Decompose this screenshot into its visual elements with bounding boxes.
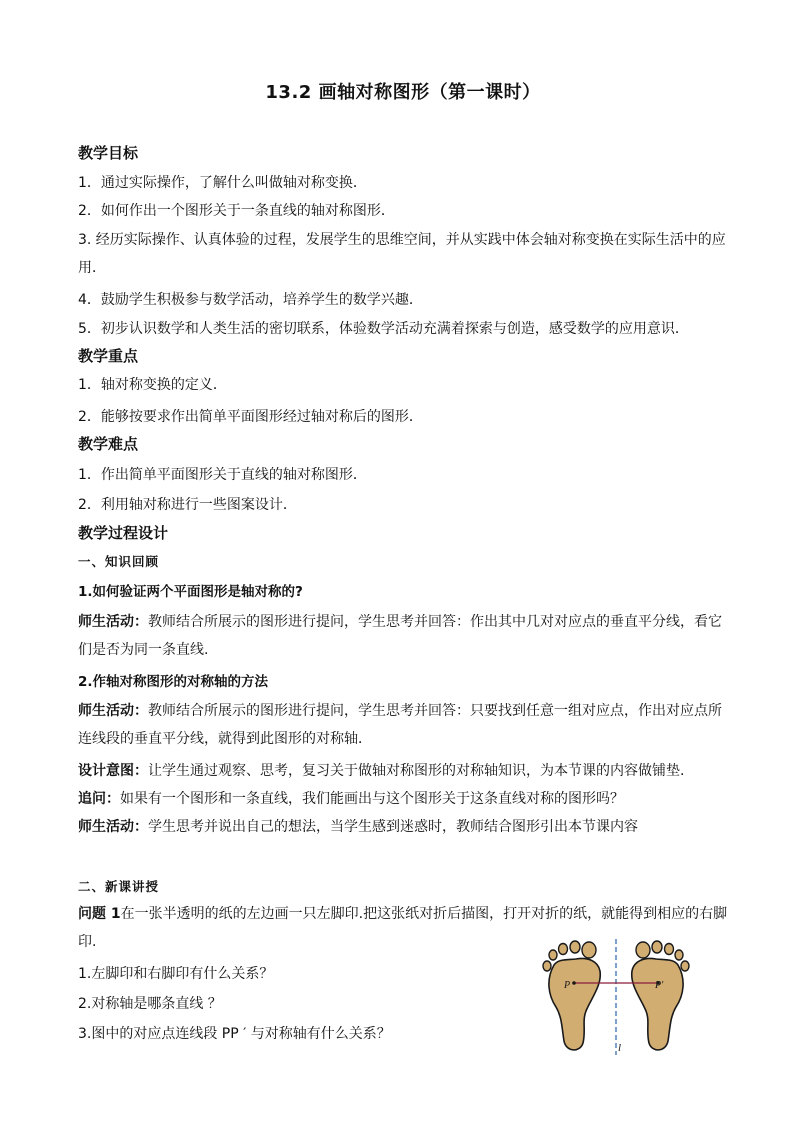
activity-label: 师生活动： xyxy=(78,614,148,630)
key-point-item-1: 1．轴对称变换的定义． xyxy=(78,377,227,393)
right-toe-3 xyxy=(665,944,674,955)
review-activity-3 xyxy=(78,815,728,839)
question-3: 3.图中的对应点连线段 PP ′ 与对称轴有什么关系？ xyxy=(78,1026,391,1042)
left-toe-2 xyxy=(549,950,557,960)
goal-item-3: 3. 经历实际操作、认真体验的过程，发展学生的思维空间，并从实践中体会轴对称变换在实际生活中的应用． xyxy=(78,232,726,276)
left-foot-sole xyxy=(549,959,600,1050)
right-toe-1 xyxy=(681,961,689,971)
new-lesson-heading: 二、新课讲授 xyxy=(78,879,160,894)
axis-label: l xyxy=(618,1042,622,1054)
follow-up-label: 追问： xyxy=(78,791,120,807)
design-intent-text: 让学生通过观察、思考，复习关于做轴对称图形的对称轴知识，为本节课的内容做铺垫. xyxy=(148,763,685,779)
follow-up-text: 如果有一个图形和一条直线，我们能画出与这个图形关于这条直线对称的图形吗？ xyxy=(120,791,624,807)
right-footprint xyxy=(632,941,689,1050)
goal-item-4: 4．鼓励学生积极参与数学活动，培养学生的数学兴趣． xyxy=(78,292,423,308)
right-foot-sole xyxy=(632,959,683,1050)
left-toe-5 xyxy=(582,942,596,958)
design-intent xyxy=(78,759,728,783)
right-toe-2 xyxy=(675,950,683,960)
difficulty-item-1: 1．作出简单平面图形关于直线的轴对称图形． xyxy=(78,467,367,483)
difficulties-heading: 教学难点 xyxy=(78,435,139,453)
goals-heading: 教学目标 xyxy=(78,144,139,162)
footprint-figure xyxy=(536,937,706,1057)
page-title: 13.2 画轴对称图形（第一课时） xyxy=(265,82,541,103)
review-heading: 一、知识回顾 xyxy=(78,554,160,569)
process-heading: 教学过程设计 xyxy=(78,524,169,542)
follow-up-question xyxy=(78,787,728,811)
problem-label: 问题 1 xyxy=(78,906,121,922)
review-question-1: 1.如何验证两个平面图形是轴对称的? xyxy=(78,584,303,600)
activity-label: 师生活动： xyxy=(78,819,148,835)
activity-text: 教师结合所展示的图形进行提问，学生思考并回答：只要找到任意一组对应点，作出对应点所连线段的垂直平分线，就得到此图形的对称轴． xyxy=(78,703,722,747)
left-footprint xyxy=(543,941,600,1050)
problem-text: 在一张半透明的纸的左边画一只左脚印.把这张纸对折后描图，打开对折的纸，就能得到相应的右脚印. xyxy=(78,906,728,950)
point-p-label: P xyxy=(564,980,571,991)
activity-text: 教师结合所展示的图形进行提问，学生思考并回答：作出其中几对对应点的垂直平分线，看它们是否为同一条直线. xyxy=(78,614,722,658)
review-activity-1 xyxy=(78,608,728,664)
activity-text: 学生思考并说出自己的想法，当学生感到迷惑时，教师结合图形引出本节课内容 xyxy=(148,819,638,835)
goal-item-5: 5．初步认识数学和人类生活的密切联系，体验数学活动充满着探索与创造，感受数学的应用意识． xyxy=(78,321,689,337)
point-p-prime-label: P′ xyxy=(655,980,664,991)
right-toe-4 xyxy=(652,941,662,953)
goal-item-2: 2．如何作出一个图形关于一条直线的轴对称图形． xyxy=(78,203,395,219)
difficulty-item-2: 2．利用轴对称进行一些图案设计． xyxy=(78,497,297,513)
question-2: 2.对称轴是哪条直线 ？ xyxy=(78,996,222,1012)
left-toe-1 xyxy=(543,961,551,971)
activity-label: 师生活动： xyxy=(78,703,148,719)
goal-item-1: 1．通过实际操作，了解什么叫做轴对称变换． xyxy=(78,175,367,191)
left-toe-4 xyxy=(570,941,580,953)
question-1: 1.左脚印和右脚印有什么关系？ xyxy=(78,966,274,982)
left-toe-3 xyxy=(559,944,568,955)
point-p-dot xyxy=(572,981,576,985)
review-question-2: 2.作轴对称图形的对称轴的方法 xyxy=(78,674,269,690)
review-activity-2 xyxy=(78,697,728,753)
design-intent-label: 设计意图： xyxy=(78,763,148,779)
key-point-item-2: 2．能够按要求作出简单平面图形经过轴对称后的图形． xyxy=(78,409,423,425)
key-points-heading: 教学重点 xyxy=(78,347,139,365)
right-toe-5 xyxy=(636,942,650,958)
